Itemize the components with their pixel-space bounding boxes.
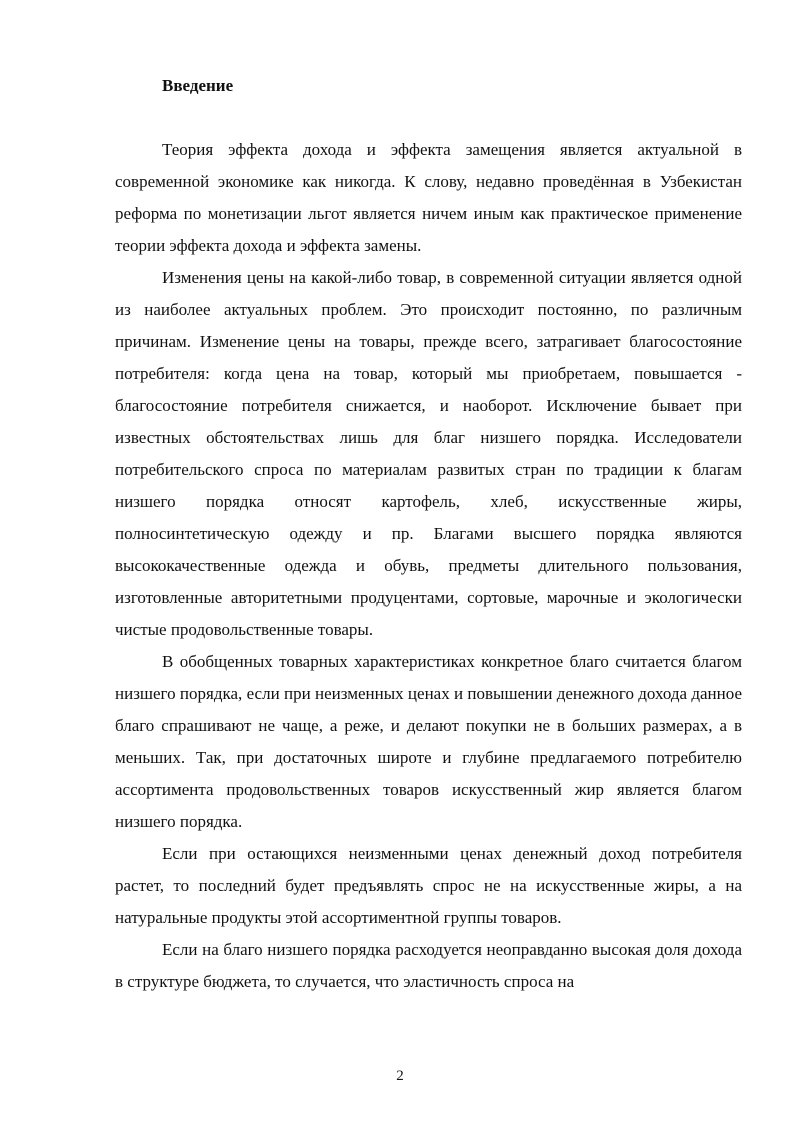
paragraph-5: Если на благо низшего порядка расходуется неоправданно высокая доля дохода в структуре бюджета, то случается, что эластичность спроса на	[115, 940, 742, 991]
paragraph-2: Изменения цены на какой-либо товар, в современной ситуации является одной из наиболее актуальных проблем. Это происходит постоянно, по различным причинам. Изменение цены на товары, прежде всего, затрагивает благосостояние потребителя: когда цена на товар, который мы приобретаем, повышается - благосостояние потребителя снижается, и наоборот. Исключение бывает при известных обстоятельствах лишь для благ низшего порядка. Исследователи потребительского спроса по материалам развитых стран по традиции к благам низшего порядка относят картофель, хлеб, искусственные жиры, полносинтетическую одежду и пр. Благами высшего порядка являются высококачественные одежда и обувь, предметы длительного пользования, изготовленные авторитетными продуцентами, сортовые, марочные и экологически чистые продовольственные товары.	[115, 268, 742, 639]
page-content	[115, 70, 742, 998]
paragraph-4: Если при остающихся неизменными ценах денежный доход потребителя растет, то последний будет предъявлять спрос не на искусственные жиры, а на натуральные продукты этой ассортиментной группы товаров.	[115, 844, 742, 927]
paragraph-1: Теория эффекта дохода и эффекта замещения является актуальной в современной экономике как никогда. К слову, недавно проведённая в Узбекистан реформа по монетизации льгот является ничем иным как практическое применение теории эффекта дохода и эффекта замены.	[115, 140, 742, 255]
paragraph-3: В обобщенных товарных характеристиках конкретное благо считается благом низшего порядка, если при неизменных ценах и повышении денежного дохода данное благо спрашивают не чаще, а реже, и делают покупки не в больших размерах, а в меньших. Так, при достаточных широте и глубине предлагаемого потребителю ассортимента продовольственных товаров искусственный жир является благом низшего порядка.	[115, 652, 742, 831]
page-number: 2	[396, 1068, 404, 1084]
section-heading: Введение	[162, 76, 234, 95]
